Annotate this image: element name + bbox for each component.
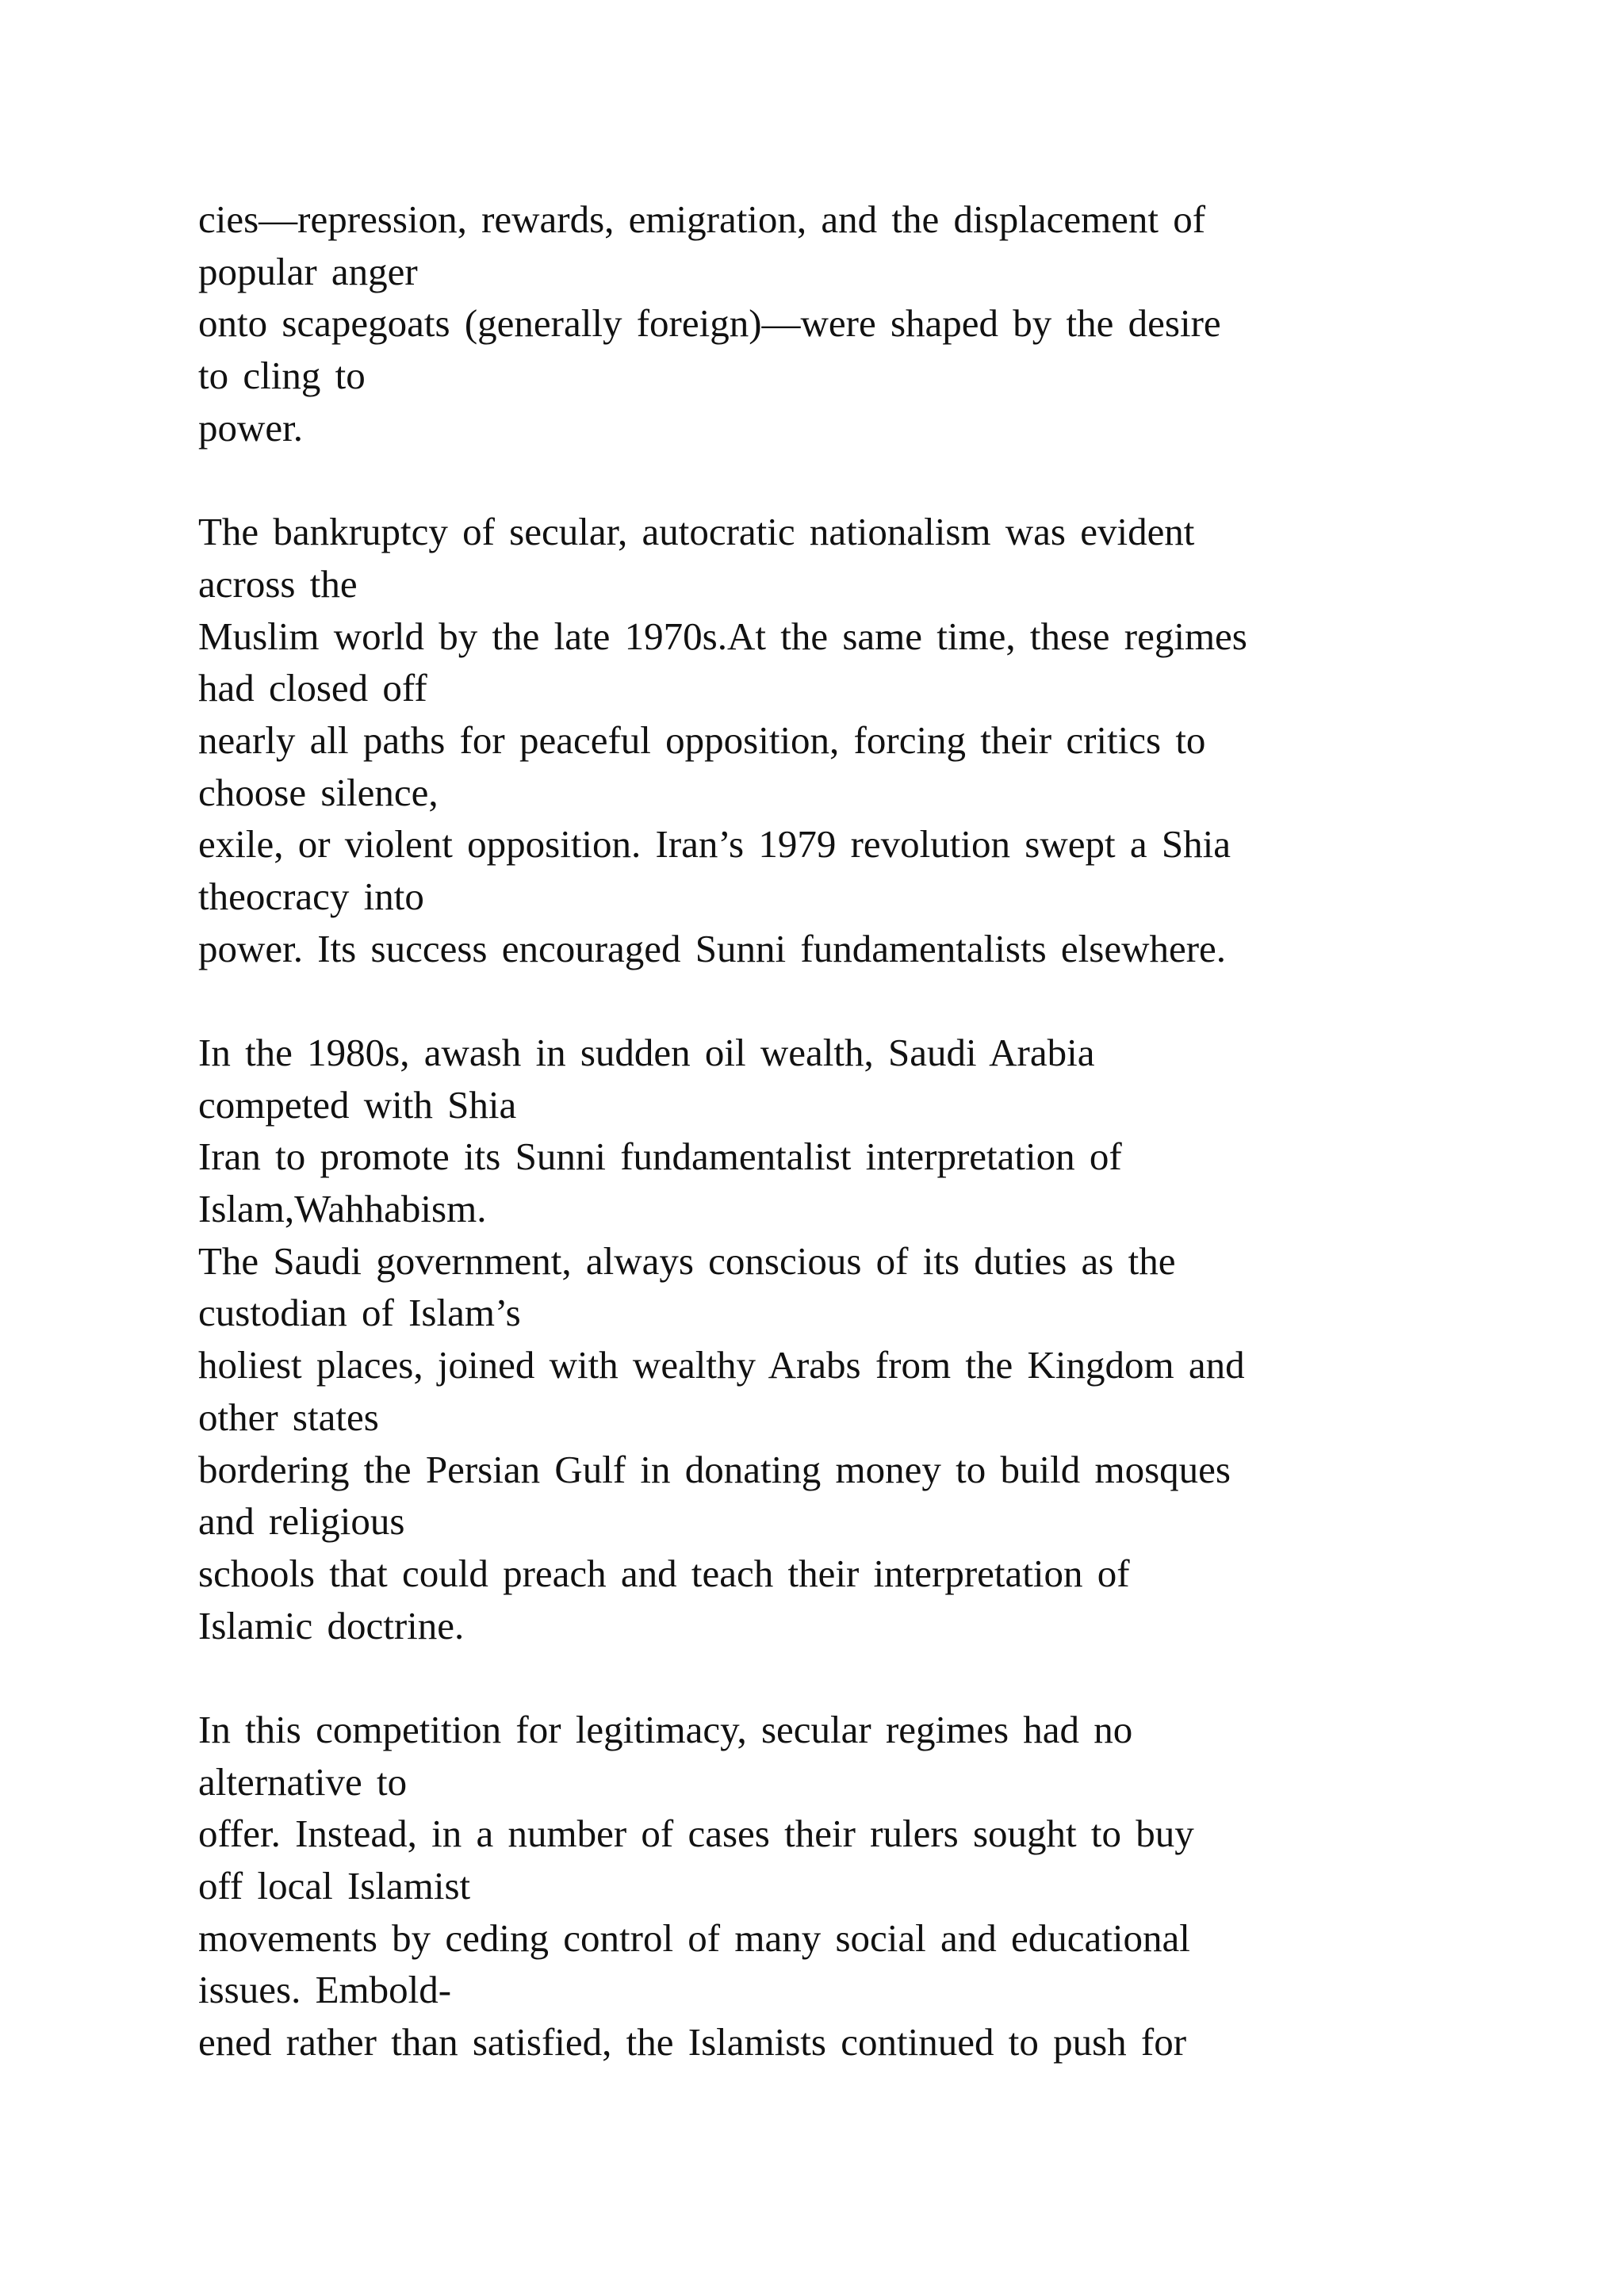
body-text: [198, 193, 1467, 2068]
text-line: nearly all paths for peaceful opposition, forcing their critics to: [198, 718, 1206, 762]
text-line: theocracy into: [198, 874, 424, 918]
text-line: issues. Embold-: [198, 1968, 452, 2012]
text-line: onto scapegoats (generally foreign)—were shaped by the desire: [198, 301, 1221, 346]
text-line: cies—repression, rewards, emigration, and the displacement of: [198, 197, 1206, 241]
text-line: bordering the Persian Gulf in donating money to build mosques: [198, 1447, 1231, 1491]
text-line: exile, or violent opposition. Iran’s 1979 revolution swept a Shia: [198, 822, 1231, 867]
paragraph-4: [198, 1704, 1467, 2068]
text-line: power.: [198, 405, 303, 450]
text-line: competed with Shia: [198, 1082, 517, 1127]
paragraph-3: [198, 1027, 1467, 1651]
text-line: In the 1980s, awash in sudden oil wealth, Saudi Arabia: [198, 1031, 1095, 1074]
paragraph-2: [198, 506, 1467, 974]
text-line: to cling to: [198, 354, 366, 398]
text-line: Islam,Wahhabism.: [198, 1187, 487, 1231]
text-line: Muslim world by the late 1970s.At the same time, these regimes: [198, 614, 1247, 658]
text-line: alternative to: [198, 1759, 408, 1804]
text-line: had closed off: [198, 666, 427, 710]
text-line: Islamic doctrine.: [198, 1603, 465, 1647]
text-line: offer. Instead, in a number of cases their rulers sought to buy: [198, 1812, 1194, 1856]
paragraph-spacer: [198, 1651, 1467, 1704]
text-line: movements by ceding control of many social and educational: [198, 1915, 1190, 1960]
text-line: The bankruptcy of secular, autocratic nationalism was evident: [198, 510, 1195, 554]
text-line: The Saudi government, always conscious of its duties as the: [198, 1238, 1176, 1283]
paragraph-spacer: [198, 453, 1467, 506]
text-line: power. Its success encouraged Sunni fundamentalists elsewhere.: [198, 926, 1227, 970]
text-line: off local Islamist: [198, 1864, 471, 1908]
text-line: across the: [198, 561, 358, 606]
text-line: ened rather than satisfied, the Islamists continued to push for: [198, 2020, 1187, 2064]
text-line: custodian of Islam’s: [198, 1291, 521, 1335]
text-line: and religious: [198, 1499, 405, 1544]
text-line: popular anger: [198, 249, 418, 293]
text-line: other states: [198, 1395, 379, 1439]
text-line: schools that could preach and teach their interpretation of: [198, 1551, 1130, 1595]
text-line: holiest places, joined with wealthy Arabs from the Kingdom and: [198, 1343, 1245, 1387]
paragraph-1: [198, 193, 1467, 453]
text-line: choose silence,: [198, 770, 439, 814]
paragraph-spacer: [198, 974, 1467, 1027]
text-line: In this competition for legitimacy, secular regimes had no: [198, 1707, 1133, 1751]
text-line: Iran to promote its Sunni fundamentalist interpretation of: [198, 1135, 1122, 1179]
